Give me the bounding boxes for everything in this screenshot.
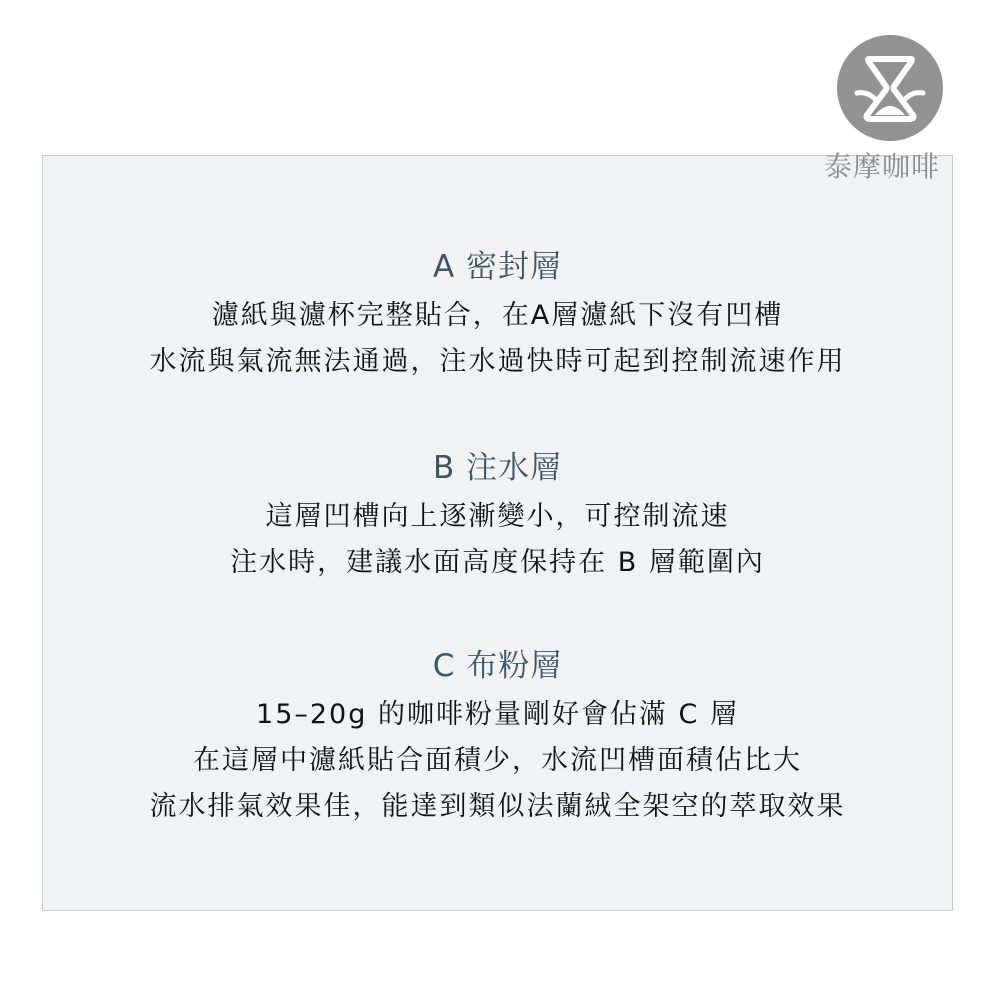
section-c: [42, 646, 953, 830]
section-text-line: 水流與氣流無法通過，注水過快時可起到控制流速作用: [149, 346, 846, 377]
section-text-line: 這層凹槽向上逐漸變小，可控制流速: [265, 501, 730, 532]
section-heading: C 布粉層: [432, 648, 563, 684]
brand-name: 泰摩咖啡: [824, 150, 941, 183]
section-text-line: 15–20g 的咖啡粉量剛好會佔滿 C 層: [256, 699, 739, 730]
section-heading: B 注水層: [432, 450, 563, 486]
section-a: [42, 247, 953, 385]
hourglass-dripper-icon: [837, 35, 943, 141]
section-text-line: 在這層中濾紙貼合面積少，水流凹槽面積佔比大: [193, 745, 802, 776]
section-heading: A 密封層: [432, 249, 563, 285]
section-b: [42, 448, 953, 586]
section-text-line: 注水時，建議水面高度保持在 B 層範圍內: [230, 547, 765, 578]
section-text-line: 流水排氣效果佳，能達到類似法蘭絨全架空的萃取效果: [149, 791, 846, 822]
section-text-line: 濾紙與濾杯完整貼合，在A層濾紙下沒有凹槽: [211, 300, 784, 331]
